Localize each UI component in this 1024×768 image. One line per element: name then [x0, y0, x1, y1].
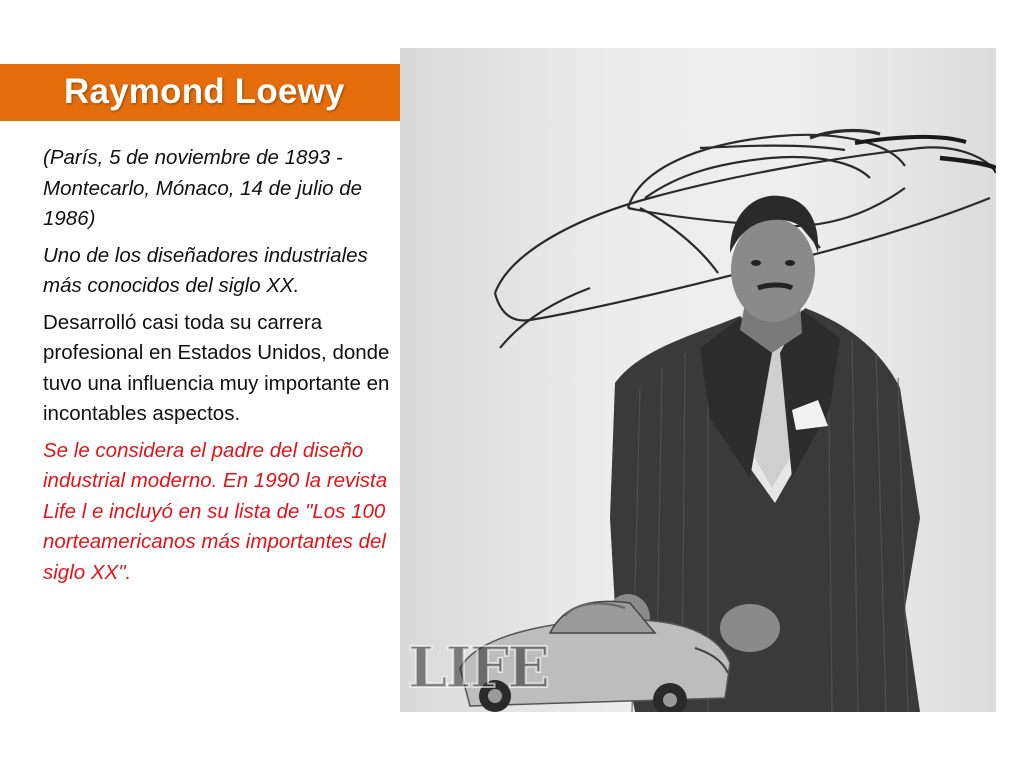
legacy-paragraph: Se le considera el padre del diseño industrial moderno. En 1990 la revista Life l e incluyó en su lista de "Los 100 norteamericanos más importantes del siglo XX". [43, 438, 388, 584]
intro-paragraph: Uno de los diseñadores industriales más conocidos del siglo XX. [43, 243, 368, 297]
title-bar [0, 64, 400, 121]
birth-paragraph: (París, 5 de noviembre de 1893 - Montecarlo, Mónaco, 14 de julio de 1986) [43, 146, 363, 230]
career-paragraph: Desarrolló casi toda su carrera profesional en Estados Unidos, donde tuvo una influencia muy importante en incontables aspectos. [43, 310, 390, 425]
life-watermark: LIFE [408, 635, 549, 701]
body-text [43, 143, 393, 594]
photo-illustration [400, 48, 996, 712]
portrait-photo [400, 48, 996, 712]
slide-title: Raymond Loewy [64, 72, 345, 111]
